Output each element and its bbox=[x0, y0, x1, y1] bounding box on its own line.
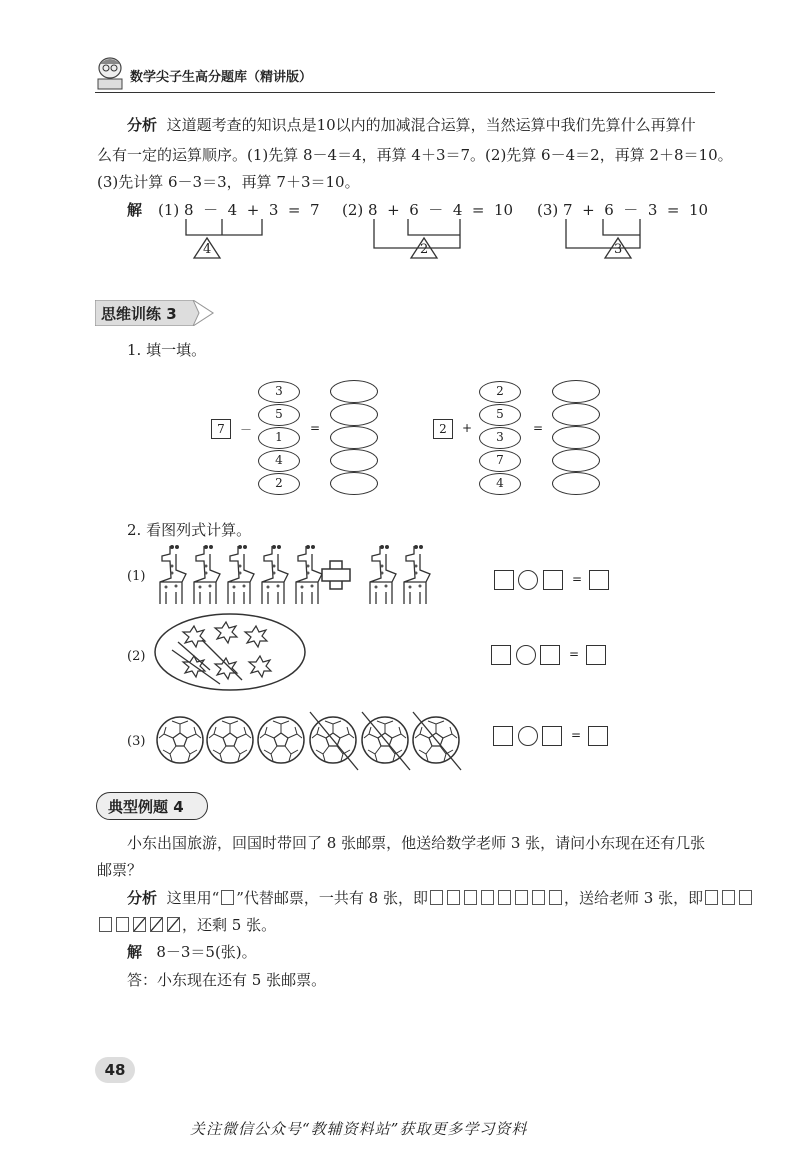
example-analysis-label: 分析 bbox=[127, 889, 158, 907]
analysis-paragraph-1: 分析 这道题考查的知识点是10以内的加减混合运算，当然运算中我们先算什么再算什 bbox=[127, 116, 696, 134]
example-answer: 答：小东现在还有 5 张邮票。 bbox=[127, 971, 327, 989]
right-value-1: 2 bbox=[479, 381, 521, 403]
example-solution-label: 解 bbox=[127, 943, 143, 961]
solution-eq-3: (3) 7 + 6 － 3 = 10 bbox=[537, 201, 709, 219]
section-2-title: 典型例题 4 bbox=[108, 798, 184, 816]
left-value-5: 2 bbox=[258, 473, 300, 495]
left-equals: = bbox=[310, 421, 321, 435]
row-2-result-box[interactable] bbox=[586, 645, 606, 665]
example-analysis: 分析 这里用“ ”代替邮票，一共有 8 张，即 ，送给老师 3 张，即 bbox=[127, 888, 754, 908]
right-answer-2[interactable] bbox=[552, 403, 600, 426]
soccer-balls-illustration bbox=[150, 708, 470, 772]
left-answer-2[interactable] bbox=[330, 403, 378, 426]
analysis-label: 分析 bbox=[127, 116, 158, 134]
row-2-box-a[interactable] bbox=[491, 645, 511, 665]
page-number-badge bbox=[95, 1057, 135, 1083]
section-tag-thinking-training bbox=[95, 300, 215, 326]
solution-label: 解 bbox=[127, 201, 143, 219]
right-answer-3[interactable] bbox=[552, 426, 600, 449]
solution-eq-1: (1) 8 － 4 + 3 = 7 bbox=[158, 201, 320, 219]
row-3-label: (3) bbox=[127, 734, 146, 749]
row-2-equals: = bbox=[569, 647, 580, 661]
row-2-label: (2) bbox=[127, 649, 146, 664]
question-2-label: 2. 看图列式计算。 bbox=[127, 521, 252, 539]
solution-eq-2: (2) 8 + 6 － 4 = 10 bbox=[342, 201, 514, 219]
right-value-3: 3 bbox=[479, 427, 521, 449]
solution-brackets-diagram bbox=[0, 0, 800, 270]
row-3-equals: = bbox=[571, 728, 582, 742]
row-1-equals: = bbox=[572, 572, 583, 586]
row-3-operator-circle[interactable] bbox=[518, 726, 538, 746]
page-number: 48 bbox=[104, 1061, 126, 1079]
crossed-stamp bbox=[133, 917, 146, 932]
addend-box: 2 bbox=[433, 419, 453, 439]
row-2-box-b[interactable] bbox=[540, 645, 560, 665]
left-answer-3[interactable] bbox=[330, 426, 378, 449]
question-1-label: 1. 填一填。 bbox=[127, 341, 207, 359]
section-title: 思维训练 3 bbox=[101, 305, 177, 323]
left-answer-1[interactable] bbox=[330, 380, 378, 403]
row-3-result-box[interactable] bbox=[588, 726, 608, 746]
footer-note: 关注微信公众号“教辅资料站”获取更多学习资料 bbox=[190, 1120, 528, 1138]
row-1-result-box[interactable] bbox=[589, 570, 609, 590]
right-answer-1[interactable] bbox=[552, 380, 600, 403]
example-line-2: 邮票？ bbox=[97, 861, 143, 879]
right-value-5: 4 bbox=[479, 473, 521, 495]
row-1-label: (1) bbox=[127, 569, 146, 584]
right-value-4: 7 bbox=[479, 450, 521, 472]
row-3-box-a[interactable] bbox=[493, 726, 513, 746]
left-value-2: 5 bbox=[258, 404, 300, 426]
example-solution: 解 8－3＝5(张)。 bbox=[127, 943, 257, 961]
right-answer-4[interactable] bbox=[552, 449, 600, 472]
row-1-box-b[interactable] bbox=[543, 570, 563, 590]
header-title: 数学尖子生高分题库（精讲版） bbox=[130, 70, 313, 85]
analysis-line-2: 么有一定的运算顺序。(1)先算 8－4＝4，再算 4＋3＝7。(2)先算 6－4＝2，再算 2＋8＝10。 bbox=[97, 146, 733, 164]
right-value-2: 5 bbox=[479, 404, 521, 426]
plus-sign: + bbox=[462, 421, 473, 435]
right-answer-5[interactable] bbox=[552, 472, 600, 495]
row-1-operator-circle[interactable] bbox=[518, 570, 538, 590]
left-value-1: 3 bbox=[258, 381, 300, 403]
left-value-4: 4 bbox=[258, 450, 300, 472]
row-2-operator-circle[interactable] bbox=[516, 645, 536, 665]
example-line-1: 小东出国旅游，回国时带回了 8 张邮票，他送给数学老师 3 张，请问小东现在还有几张 bbox=[127, 834, 706, 852]
triangle-value-3: 3 bbox=[614, 242, 623, 257]
row-3-box-b[interactable] bbox=[542, 726, 562, 746]
triangle-value-1: 4 bbox=[203, 242, 212, 257]
minuend-box: 7 bbox=[211, 419, 231, 439]
example-analysis-line-2: ，还剩 5 张。 bbox=[97, 915, 276, 935]
analysis-line-3: (3)先计算 6－3＝3，再算 7＋3＝10。 bbox=[97, 173, 360, 191]
left-answer-5[interactable] bbox=[330, 472, 378, 495]
triangle-value-2: 2 bbox=[420, 242, 429, 257]
row-1-box-a[interactable] bbox=[494, 570, 514, 590]
right-equals: = bbox=[533, 421, 544, 435]
giraffes-illustration bbox=[150, 540, 450, 608]
left-answer-4[interactable] bbox=[330, 449, 378, 472]
stars-ellipse-illustration bbox=[150, 610, 310, 694]
stamp-square bbox=[221, 890, 234, 905]
left-value-3: 1 bbox=[258, 427, 300, 449]
section-tag-typical-example bbox=[96, 792, 208, 820]
minus-sign: － bbox=[240, 423, 253, 437]
